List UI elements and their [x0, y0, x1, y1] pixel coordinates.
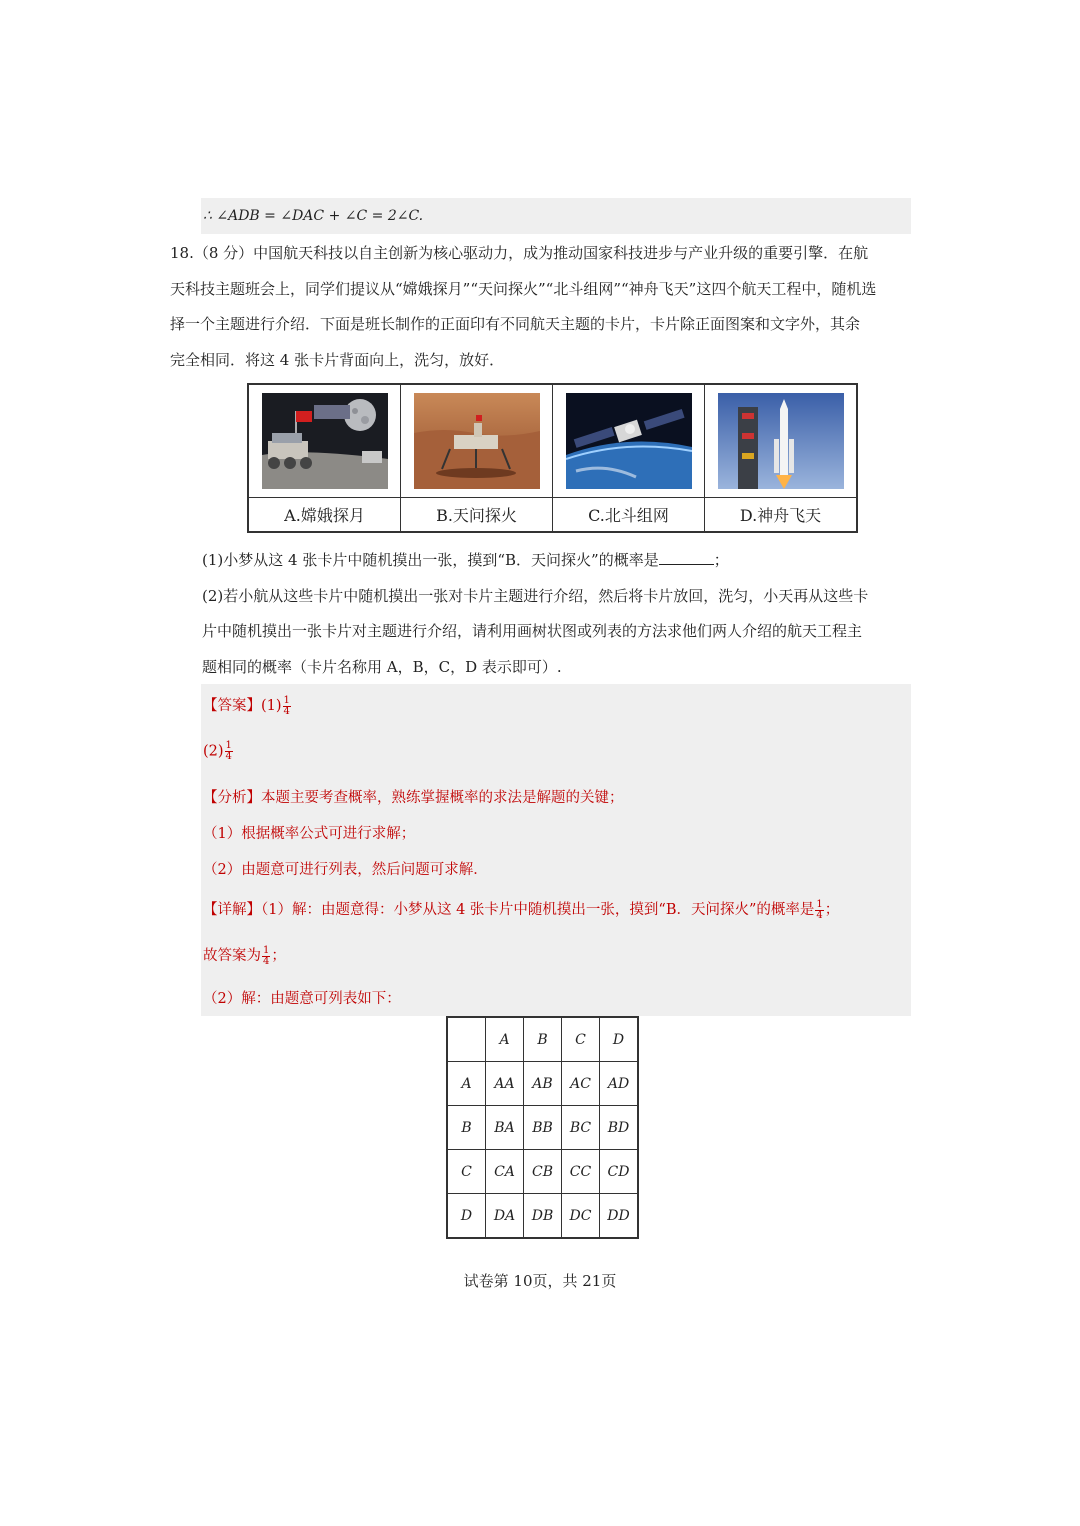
table-cell: C	[562, 1017, 600, 1062]
sub-question-1-end: ；	[713, 551, 729, 569]
rocket-launch-image	[718, 393, 844, 489]
satellite-image	[566, 393, 692, 489]
card-caption: A.嫦娥探月	[248, 498, 401, 533]
analysis-label: 【分析】	[203, 790, 261, 806]
table-cell: CA	[486, 1150, 524, 1194]
detail-text-1: （1）解：由题意得：小梦从这 4 张卡片中随机摸出一张，摸到“B．天问探火”的概率是	[261, 902, 815, 918]
probability-table	[446, 1016, 639, 1239]
table-cell: AC	[562, 1062, 600, 1106]
table-cell: D	[447, 1194, 486, 1239]
card-caption: C.北斗组网	[553, 498, 705, 533]
fraction	[815, 900, 823, 921]
sub-question-2-line: 片中随机摸出一张卡片对主题进行介绍，请利用画树状图或列表的方法求他们两人介绍的航天工程主	[202, 622, 863, 640]
table-row	[447, 1106, 638, 1150]
analysis-point-1: （1）根据概率公式可进行求解；	[203, 826, 416, 842]
fraction-numerator: 1	[225, 740, 232, 751]
card-image-cell	[401, 384, 553, 498]
table-header-row	[447, 1017, 638, 1062]
card-image-cell	[553, 384, 705, 498]
answer-part2-prefix: (2)	[203, 743, 224, 760]
mars-rover-image	[414, 393, 540, 489]
fraction-numerator: 1	[283, 694, 290, 706]
table-cell: AD	[600, 1062, 639, 1106]
fraction-denominator: 4	[283, 705, 290, 717]
table-cell: DD	[600, 1194, 639, 1239]
sub-question-1	[202, 543, 914, 579]
analysis-line	[203, 786, 624, 807]
fraction	[262, 946, 270, 967]
fraction-denominator: 4	[263, 955, 270, 967]
fraction-denominator: 4	[225, 751, 232, 762]
card-caption: B.天问探火	[401, 498, 553, 533]
card-image-cell	[705, 384, 858, 498]
table-cell: BB	[524, 1106, 562, 1150]
table-cell: CD	[600, 1150, 639, 1194]
table-cell: DA	[486, 1194, 524, 1239]
fraction-denominator: 4	[816, 909, 823, 921]
table-cell: CC	[562, 1150, 600, 1194]
sub-questions	[202, 543, 914, 685]
previous-solution-line: ∴ ∠ADB = ∠DAC + ∠C = 2∠C.	[201, 198, 911, 234]
moon-rover-image	[262, 393, 388, 489]
question-line: 18.（8 分）中国航天科技以自主创新为核心驱动力，成为推动国家科技进步与产业升级的重要引擎．在航	[170, 244, 869, 262]
table-row	[447, 1062, 638, 1106]
table-cell: D	[600, 1017, 639, 1062]
answer-line-1	[203, 694, 292, 717]
answer-label: 【答案】	[203, 698, 261, 714]
table-cell: DC	[562, 1194, 600, 1239]
answer-box	[201, 684, 911, 1016]
detail-text-1-end: ；	[824, 902, 840, 918]
question-line: 完全相同．将这 4 张卡片背面向上，洗匀，放好．	[170, 350, 505, 369]
detail-text-2: 故答案为	[203, 948, 261, 964]
analysis-text: 本题主要考查概率，熟练掌握概率的求法是解题的关键；	[261, 790, 624, 806]
table-cell: CB	[524, 1150, 562, 1194]
question-line: 择一个主题进行介绍．下面是班长制作的正面印有不同航天主题的卡片，卡片除正面图案和文字外，其余	[170, 315, 861, 333]
fraction	[283, 696, 291, 717]
fraction-numerator: 1	[263, 944, 270, 956]
detail-line-3: （2）解：由题意可列表如下：	[203, 991, 401, 1007]
table-cell: DB	[524, 1194, 562, 1239]
table-cell: A	[486, 1017, 524, 1062]
table-cell: BC	[562, 1106, 600, 1150]
detail-label: 【详解】	[203, 902, 261, 918]
table-cell: AB	[524, 1062, 562, 1106]
card-table	[247, 383, 858, 533]
table-cell: BD	[600, 1106, 639, 1150]
table-row	[447, 1150, 638, 1194]
table-cell: B	[524, 1017, 562, 1062]
sub-question-1-text: (1)小梦从这 4 张卡片中随机摸出一张，摸到“B．天问探火”的概率是	[202, 551, 659, 569]
detail-text-2-end: ；	[271, 948, 286, 964]
table-cell: C	[447, 1150, 486, 1194]
page-footer: 试卷第 10页，共 21页	[463, 1272, 617, 1290]
answer-blank	[659, 550, 714, 565]
card-image-cell	[248, 384, 401, 498]
sub-question-2-line: (2)若小航从这些卡片中随机摸出一张对卡片主题进行介绍，然后将卡片放回，洗匀，小天再从这些卡	[202, 586, 869, 605]
fraction	[225, 741, 233, 762]
table-row	[447, 1194, 638, 1239]
question-line: 天科技主题班会上，同学们提议从“嫦娥探月”“天问探火”“北斗组网”“神舟飞天”这四个航天工程中，随机选	[170, 279, 877, 298]
table-cell: A	[447, 1062, 486, 1106]
table-cell: B	[447, 1106, 486, 1150]
table-cell: BA	[486, 1106, 524, 1150]
answer-line-2	[203, 741, 234, 762]
detail-line-1	[203, 898, 839, 921]
card-caption: D.神舟飞天	[705, 498, 858, 533]
answer-part1-prefix: (1)	[261, 698, 282, 714]
question-18	[170, 236, 915, 378]
fraction-numerator: 1	[816, 898, 823, 910]
analysis-point-2: （2）由题意可进行列表，然后问题可求解．	[203, 862, 488, 878]
table-cell: AA	[486, 1062, 524, 1106]
detail-line-2	[203, 944, 286, 967]
sub-question-2-line: 题相同的概率（卡片名称用 A，B，C，D 表示即可）.	[202, 657, 562, 676]
table-cell	[447, 1017, 486, 1062]
